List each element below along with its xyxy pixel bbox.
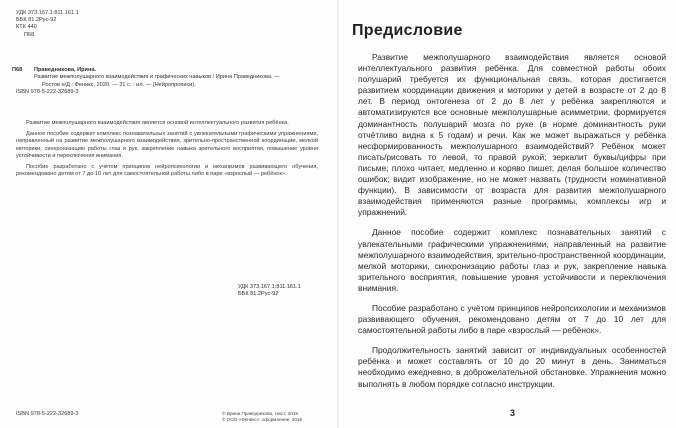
copyright-text: © Ирина Праведникова, текст, 2019 (222, 411, 298, 416)
annotation-paragraph: Развитие межполушарного взаимодействия является основой интеллектуального развития ребёнка. (26, 120, 289, 126)
bibliographic-entry (12, 67, 326, 96)
entry-line-1: Развитие межполушарного взаимодействия и графических навыков / Ирина Праведникова. — (34, 74, 280, 81)
bbk-repeat: ББК 81.2Рус-92 (238, 291, 279, 298)
preface-paragraph: Продолжительность занятий зависит от индивидуальных особенностей ребёнка и может составлять от 10 до 20 минут в день. Заниматься необходимо ежедневно, в доброжелательной обстановке. Упражнения можно выполнять в любом порядке согласно инструкции. (358, 345, 666, 389)
annotation-paragraph: Пособие разработано с учётом принципов нейропсихологии и механизмов развивающего обучения, рекомендовано детям от 7 до 10 лет для самостоятельной работы либо в паре «взрослый — ребёнок». (16, 164, 318, 178)
entry-isbn: ISBN 978-5-222-32689-3 (16, 88, 79, 95)
preface-paragraph: Развитие межполушарного взаимодействия является основой интеллектуального развития ребёнка. Для совместной работы обоих полушарий требуется их функциональная связь, которая достигается развитием координации движения и моторики у детей в возрасте от 2 до 8 лет. В период онтогенеза от 2 до 8 лет у ребёнка закрепляются и автоматизируются все основные межполушарные асимметрии, формируется доминантность полушарий мозга по руке (в норме доминантность руки отчётливо видна к 5 годам) и речи. Как же может выражаться у ребёнка несформированность межполушарного взаимодействий? Ребёнок может писать/рисовать то левой, то правой рукой; зеркалит буквы/цифры при письме; плохо читает, медленно и коряво пишет, делая большое количество ошибок; видит изображение, но не может назвать (трудности номинативной функции). В зависимости от возраста для развития межполушарного взаимодействия применяются разные программы, комплексы игр и упражнений. (358, 52, 666, 218)
book-gutter (337, 0, 339, 428)
ktk-code: КТК 440 (16, 24, 37, 31)
entry-author: Праведникова, Ирина. (34, 67, 97, 73)
page-title: Предисловие (352, 22, 463, 39)
right-page (352, 10, 666, 422)
page-number: 3 (510, 408, 516, 418)
copyright-block (222, 411, 302, 423)
entry-line-2: Ростов н/Д : Феникс, 2020. — 31 с. : ил. — (Нейропрописи). (42, 81, 196, 88)
bbk-code: ББК 81.2Рус-92 (16, 17, 57, 24)
preface-paragraph: Пособие разработано с учётом принципов нейропсихологии и механизмов развивающего обучения, рекомендовано детям от 7 до 10 лет для самостоятельной работы либо в паре «взрослый — ребёнок». (358, 302, 666, 336)
isbn-bottom: ISBN 978-5-222-32689-3 (16, 411, 79, 417)
udk-code: УДК 373.167.1:811.161.1 (16, 10, 79, 16)
preface-paragraph: Данное пособие содержит комплекс познавательных занятий с увлекательными графическими упражнениями, направленный на развитие межполушарного взаимодействия, зрительно-пространственной координации, мелкой моторики, синхронизацию работы глаз и рук, закрепление навыка зрительного восприятия, повышение уровня устойчивости и переключения внимания. (358, 227, 666, 293)
entry-code: П68 (12, 67, 23, 73)
copyright-design: © ООО «Феникс»: оформление, 2019 (222, 417, 303, 422)
udk-repeat: УДК 373.167.1:811.161.1 (238, 284, 301, 290)
annotation-paragraph: Данное пособие содержит комплекс познавательных занятий с увлекательными графическими упражнениями, направленный на развитие межполушарного взаимодействия, зрительно-пространственной координации, мелкой моторики, синхронизацию работы глаз и рук, закрепление навыка зрительного восприятия, повышение уровня устойчивости и переключения внимания. (16, 131, 318, 159)
author-code: П68 (24, 31, 35, 38)
classification-repeat (238, 284, 301, 298)
preface-text (358, 52, 666, 399)
left-page (12, 10, 330, 422)
catalog-block (16, 10, 79, 39)
annotation-text (16, 120, 318, 182)
